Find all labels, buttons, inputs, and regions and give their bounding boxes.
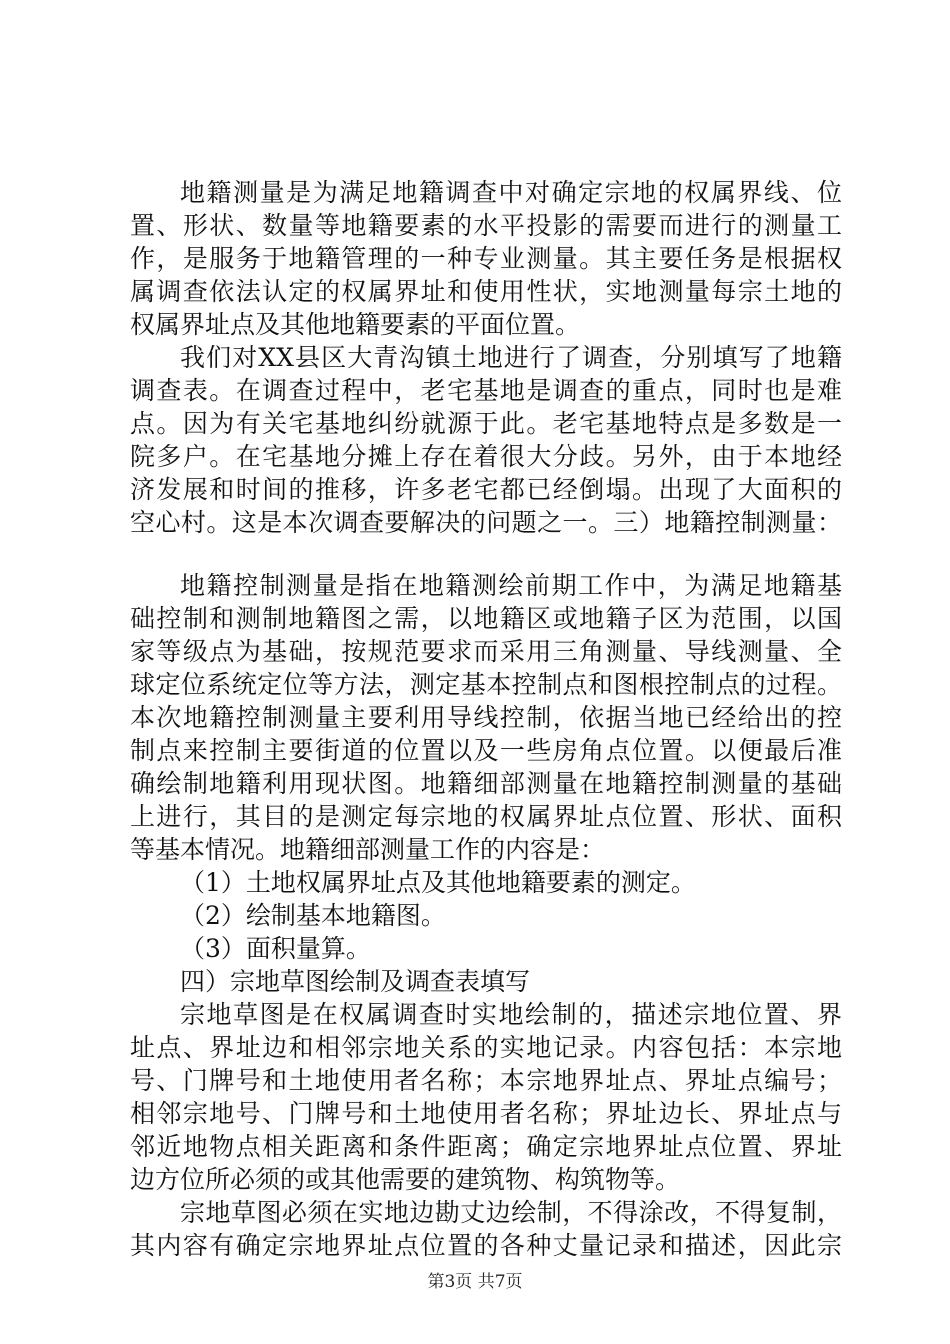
text-line: 院多户。在宅基地分摊上存在着很大分歧。另外，由于本地经 [130, 442, 842, 471]
text-line: 作，是服务于地籍管理的一种专业测量。其主要任务是根据权 [130, 244, 842, 273]
list-item: （3）面积量算。 [180, 934, 371, 963]
text-line: 我们对XX县区大青沟镇土地进行了调查，分别填写了地籍 [180, 343, 842, 372]
section-heading: 四）宗地草图绘制及调查表填写 [180, 967, 531, 996]
text-line: 邻近地物点相关距离和条件距离；确定宗地界址点位置、界址 [130, 1132, 842, 1161]
text-line: 宗地草图是在权属调查时实地绘制的，描述宗地位置、界 [180, 1000, 842, 1029]
text-line: 属调查依法认定的权属界址和使用性状，实地测量每宗土地的 [130, 277, 842, 306]
text-line: 制点来控制主要街道的位置以及一些房角点位置。以便最后准 [130, 736, 842, 765]
text-line: 球定位系统定位等方法，测定基本控制点和图根控制点的过程。 [130, 670, 842, 699]
text-line: 相邻宗地号、门牌号和土地使用者名称；界址边长、界址点与 [130, 1099, 842, 1128]
text-line: 等基本情况。地籍细部测量工作的内容是： [130, 835, 606, 864]
text-line: 家等级点为基础，按规范要求而采用三角测量、导线测量、全 [130, 637, 842, 666]
text-line: 点。因为有关宅基地纠纷就源于此。老宅基地特点是多数是一 [130, 409, 842, 438]
text-line: 空心村。这是本次调查要解决的问题之一。三）地籍控制测量： [130, 508, 842, 537]
text-line: 号、门牌号和土地使用者名称；本宗地界址点、界址点编号； [130, 1066, 842, 1095]
text-line: 确绘制地籍利用现状图。地籍细部测量在地籍控制测量的基础 [130, 769, 842, 798]
page-number-footer: 第3页 共7页 [427, 1272, 523, 1292]
text-line: 上进行，其目的是测定每宗地的权属界址点位置、形状、面积 [130, 802, 842, 831]
text-line: 权属界址点及其他地籍要素的平面位置。 [130, 310, 581, 339]
text-line: 其内容有确定宗地界址点位置的各种丈量记录和描述，因此宗 [130, 1231, 842, 1260]
text-line: 宗地草图必须在实地边勘丈边绘制，不得涂改，不得复制， [180, 1198, 842, 1227]
paragraph-gap [130, 539, 842, 569]
list-item: （2）绘制基本地籍图。 [180, 901, 446, 930]
text-line: 置、形状、数量等地籍要素的水平投影的需要而进行的测量工 [130, 211, 842, 240]
text-line: 地籍测量是为满足地籍调查中对确定宗地的权属界线、位 [180, 178, 842, 207]
list-item: （1）土地权属界址点及其他地籍要素的测定。 [180, 868, 696, 897]
text-line: 边方位所必须的或其他需要的建筑物、构筑物等。 [130, 1165, 681, 1194]
text-line: 址点、界址边和相邻宗地关系的实地记录。内容包括：本宗地 [130, 1033, 842, 1062]
text-line: 础控制和测制地籍图之需，以地籍区或地籍子区为范围，以国 [130, 604, 842, 633]
document-body [130, 176, 842, 1262]
text-line: 本次地籍控制测量主要利用导线控制，依据当地已经给出的控 [130, 703, 842, 732]
text-line: 地籍控制测量是指在地籍测绘前期工作中，为满足地籍基 [180, 571, 842, 600]
text-line: 调查表。在调查过程中，老宅基地是调查的重点，同时也是难 [130, 376, 842, 405]
text-line: 济发展和时间的推移，许多老宅都已经倒塌。出现了大面积的 [130, 475, 842, 504]
